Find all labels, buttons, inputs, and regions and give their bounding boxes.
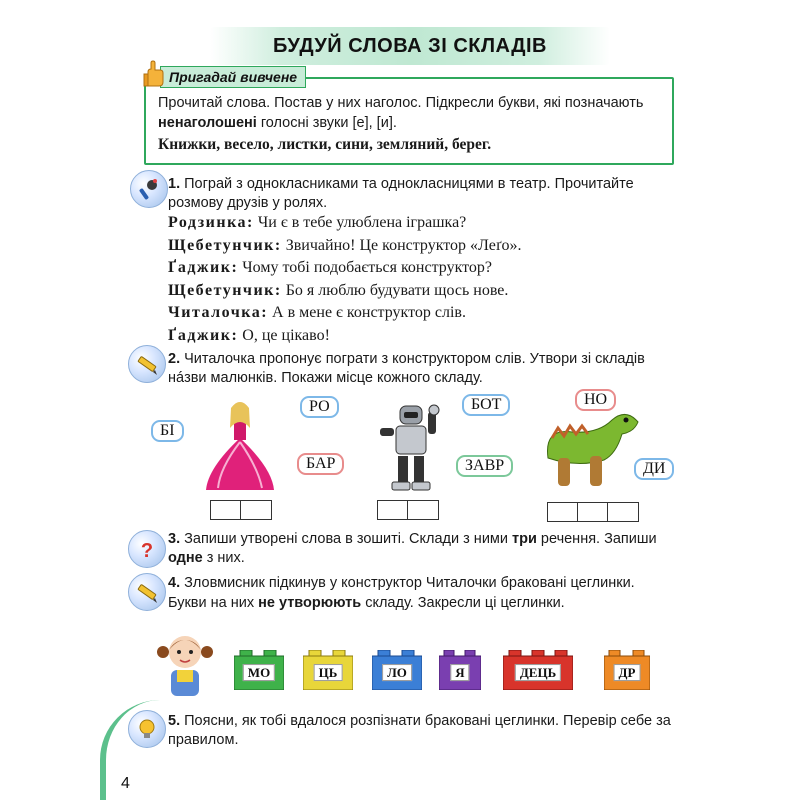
task1-number: 1. bbox=[168, 176, 181, 192]
dinosaur-picture bbox=[538, 398, 644, 494]
task3-text-part: Запиши утворені слова в зошиті. Склади з ними bbox=[180, 531, 513, 547]
syllable-chip[interactable]: БІ bbox=[151, 420, 184, 442]
dialog-text: О, це цікаво! bbox=[238, 326, 330, 344]
dialog-text: А в мене є конструктор слів. bbox=[268, 304, 466, 321]
task3-text-part: з них. bbox=[202, 550, 245, 566]
syllable-cells bbox=[210, 500, 272, 520]
robot-picture bbox=[372, 402, 452, 494]
task3-text bbox=[168, 530, 673, 568]
brick-label: ДЕЦЬ bbox=[515, 664, 561, 681]
task3-text-part: речення. Запиши bbox=[536, 531, 657, 547]
dialog-line bbox=[168, 235, 522, 258]
dialog-text: Чи є в тебе улюблена іграшка? bbox=[253, 214, 467, 231]
dialog-text: Чому тобі подобається конструктор? bbox=[238, 259, 493, 276]
dialog-speaker: Щебетунчик: bbox=[168, 236, 282, 254]
dialog-line bbox=[168, 302, 522, 325]
brick-red[interactable] bbox=[503, 650, 573, 690]
question-mark-glyph bbox=[134, 536, 160, 562]
syllable-cells bbox=[377, 500, 439, 520]
page-number: 4 bbox=[121, 775, 130, 792]
syllable-chip[interactable]: РО bbox=[300, 396, 339, 418]
pointing-hand-icon bbox=[140, 60, 166, 88]
task2-instruction: Читалочка пропонує пограти з конструктором слів. Утвори зі складів нáзви малюнків. Покажи місце кожного складу. bbox=[168, 351, 645, 386]
task2-text bbox=[168, 350, 673, 388]
brick-yellow[interactable] bbox=[303, 650, 353, 690]
brick-label: ЛО bbox=[382, 664, 412, 681]
dialog-line bbox=[168, 212, 522, 235]
task5-instruction: Поясни, як тобі вдалося розпізнати браковані цеглинки. Перевір себе за правилом. bbox=[168, 713, 671, 748]
remember-text-part: голосні звуки [е], [и]. bbox=[256, 115, 397, 131]
dialog bbox=[168, 212, 522, 347]
remember-tab bbox=[160, 66, 306, 88]
pencil-glyph bbox=[134, 579, 160, 605]
brick-label: ЦЬ bbox=[314, 664, 343, 681]
brick-green[interactable] bbox=[234, 650, 284, 690]
syllable-chip[interactable]: ЗАВР bbox=[456, 455, 513, 477]
doll-picture bbox=[200, 398, 280, 494]
syllable-chip[interactable]: БАР bbox=[297, 453, 344, 475]
task4-text-part: Зловмисник підкинув у конструктор Читалочки браковані цеглинки. Букви на них bbox=[168, 575, 635, 611]
dialog-speaker: Ґаджик: bbox=[168, 259, 239, 276]
brick-label: Я bbox=[450, 664, 469, 681]
syllable-cells bbox=[547, 502, 639, 522]
page-title-bar bbox=[210, 27, 610, 65]
task1-text bbox=[168, 175, 673, 213]
remember-words: Книжки, весело, листки, сини, земляний, берег. bbox=[158, 136, 492, 153]
microphone-glyph bbox=[136, 176, 162, 202]
microphone-icon bbox=[130, 170, 168, 208]
brick-label: МО bbox=[243, 664, 275, 681]
brick-blue[interactable] bbox=[372, 650, 422, 690]
page-title: БУДУЙ СЛОВА ЗІ СКЛАДІВ bbox=[273, 34, 547, 57]
dialog-text: Звичайно! Це конструктор «Леґо». bbox=[281, 236, 522, 254]
pencil-icon bbox=[128, 345, 166, 383]
task5-text bbox=[168, 712, 673, 750]
task3-bold: три bbox=[512, 531, 537, 547]
dialog-speaker: Читалочка: bbox=[168, 304, 269, 321]
syllable-chip[interactable]: НО bbox=[575, 389, 616, 411]
dialog-text: Бо я люблю будувати щось нове. bbox=[281, 281, 509, 299]
remember-text-part: Прочитай слова. Постав у них наголос. Підкресли букви, які позначають bbox=[158, 95, 644, 111]
remember-instruction bbox=[158, 93, 668, 133]
svg-text:?: ? bbox=[140, 540, 154, 562]
page-corner-arc bbox=[100, 700, 180, 800]
dialog-line bbox=[168, 257, 522, 280]
girl-picture bbox=[155, 630, 215, 698]
remember-tab-label: Пригадай вивчене bbox=[169, 69, 298, 85]
dialog-speaker: Щебетунчик: bbox=[168, 281, 282, 299]
dialog-line bbox=[168, 325, 522, 348]
task2-number: 2. bbox=[168, 351, 181, 367]
dialog-speaker: Ґаджик: bbox=[168, 326, 239, 344]
dialog-speaker: Родзинка: bbox=[168, 214, 254, 231]
task1-instruction: Пограй з однокласниками та однокласницями в театр. Прочитайте розмову друзів у ролях. bbox=[168, 176, 634, 211]
syllable-chip[interactable]: БОТ bbox=[462, 394, 510, 416]
remember-text-bold: ненаголошені bbox=[158, 115, 257, 131]
brick-purple[interactable] bbox=[439, 650, 481, 690]
question-mark-icon bbox=[128, 530, 166, 568]
task4-text bbox=[168, 573, 673, 613]
task5-number: 5. bbox=[168, 713, 181, 729]
task4-text-part: складу. Закресли ці цеглинки. bbox=[361, 595, 565, 611]
pencil-icon bbox=[128, 573, 166, 611]
task3-number: 3. bbox=[168, 531, 181, 547]
dialog-line bbox=[168, 280, 522, 303]
pencil-glyph bbox=[134, 351, 160, 377]
task4-number: 4. bbox=[168, 575, 181, 591]
syllable-chip[interactable]: ДИ bbox=[634, 458, 674, 480]
brick-orange[interactable] bbox=[604, 650, 650, 690]
brick-label: ДР bbox=[614, 664, 641, 681]
task4-bold: не утворюють bbox=[258, 595, 362, 611]
task3-bold: одне bbox=[168, 550, 203, 566]
